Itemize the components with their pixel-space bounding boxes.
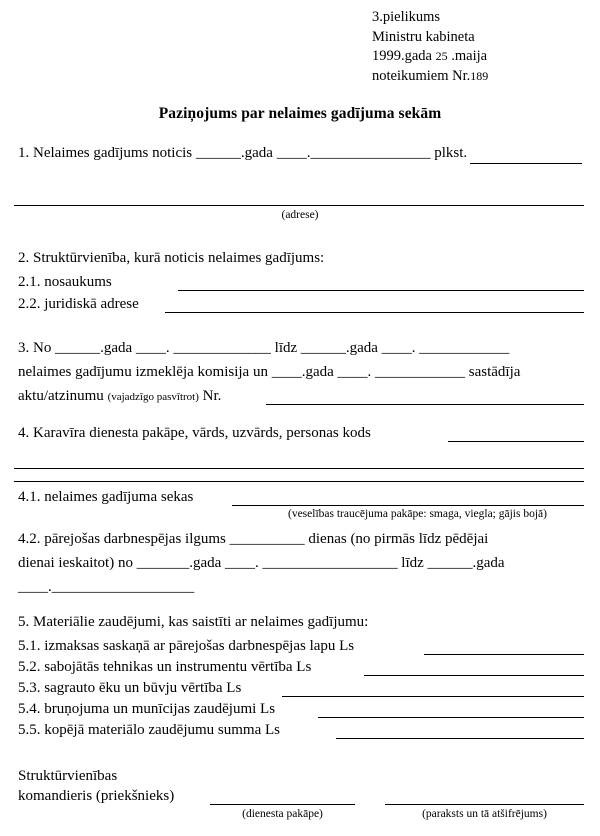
item-5-1-text: 5.1. izmaksas saskaņā ar pārejošas darbnespējas lapu Ls bbox=[18, 638, 355, 654]
item-2-1-text: 2.1. nosaukums bbox=[18, 274, 112, 290]
header-date-prefix: 1999.gada bbox=[372, 48, 432, 64]
item-2-1-blank bbox=[178, 290, 584, 291]
item-4-2-line-1: 4.2. pārejošas darbnespējas ilgums __________ dienas (no pirmās līdz pēdējai bbox=[18, 531, 489, 547]
item-5-5-text: 5.5. kopējā materiālo zaudējumu summa Ls bbox=[18, 722, 281, 738]
item-2-2-blank bbox=[165, 312, 584, 313]
item-1-time-blank bbox=[470, 163, 582, 164]
commander-unit-label: Struktūrvienības bbox=[18, 768, 118, 784]
signature-caption: (paraksts un tā atšifrējums) bbox=[422, 808, 547, 820]
item-2-text: 2. Struktūrvienība, kurā noticis nelaimes gadījums: bbox=[18, 250, 325, 266]
item-3-underline-note: (vajadzīgo pasvītrot) bbox=[107, 391, 199, 403]
header-date-suffix: .maija bbox=[451, 48, 488, 64]
item-3-line-3 bbox=[18, 386, 221, 407]
header-line-regulation bbox=[372, 67, 488, 87]
header-line-cabinet: Ministru kabineta bbox=[372, 28, 475, 45]
item-1-text: 1. Nelaimes gadījums noticis ______.gada ____.________________ plkst. bbox=[18, 145, 468, 161]
item-5-2-blank bbox=[364, 675, 584, 676]
item-2-2-text: 2.2. juridiskā adrese bbox=[18, 296, 139, 312]
item-3-number-label: Nr. bbox=[202, 388, 222, 404]
address-blank-line bbox=[14, 205, 584, 206]
commander-title-label: komandieris (priekšnieks) bbox=[18, 788, 175, 804]
item-4-2-line-3: ____.___________________ bbox=[18, 579, 195, 595]
item-3-number-blank bbox=[266, 404, 584, 405]
header-regulation-prefix: noteikumiem Nr. bbox=[372, 67, 471, 84]
item-5-2-text: 5.2. sabojātās tehnikas un instrumentu vērtība Ls bbox=[18, 659, 312, 675]
header-line-date bbox=[372, 47, 488, 67]
item-3-line-2: nelaimes gadījumu izmeklēja komisija un ____.gada ____. ____________ sastādīja bbox=[18, 364, 521, 380]
item-5-1-blank bbox=[424, 654, 584, 655]
item-3-act-label: aktu/atzinumu bbox=[18, 388, 104, 404]
signature-blank bbox=[385, 804, 584, 805]
item-5-4-blank bbox=[318, 717, 584, 718]
header-date-day: 25 bbox=[435, 49, 448, 63]
item-4-blank-1 bbox=[448, 441, 584, 442]
rank-caption: (dienesta pakāpe) bbox=[242, 808, 323, 820]
item-4-text: 4. Karavīra dienesta pakāpe, vārds, uzvārds, personas kods bbox=[18, 425, 371, 441]
document-header bbox=[372, 8, 488, 86]
item-5-5-blank bbox=[336, 738, 584, 739]
item-4-1-caption: (veselības traucējuma pakāpe: smaga, viegla; gājis bojā) bbox=[288, 508, 547, 520]
item-4-1-blank bbox=[232, 505, 584, 506]
item-4-blank-2 bbox=[14, 468, 584, 469]
item-5-3-text: 5.3. sagrauto ēku un būvju vērtība Ls bbox=[18, 680, 242, 696]
item-5-4-text: 5.4. bruņojuma un munīcijas zaudējumi Ls bbox=[18, 701, 276, 717]
item-5-3-blank bbox=[282, 696, 584, 697]
address-caption: (adrese) bbox=[281, 209, 319, 221]
item-4-1-text: 4.1. nelaimes gadījuma sekas bbox=[18, 489, 194, 505]
item-5-text: 5. Materiālie zaudējumi, kas saistīti ar nelaimes gadījumu: bbox=[18, 614, 369, 630]
item-4-blank-3 bbox=[14, 481, 584, 482]
page-title: Paziņojums par nelaimes gadījuma sekām bbox=[158, 105, 442, 122]
item-3-line-1: 3. No ______.gada ____. _____________ līdz ______.gada ____. ____________ bbox=[18, 340, 510, 356]
header-line-annex: 3.pielikums bbox=[372, 9, 441, 25]
header-regulation-number: 189 bbox=[470, 68, 489, 83]
rank-signature-blank bbox=[210, 804, 355, 805]
item-4-2-line-2: dienai ieskaitot) no _______.gada ____. __________________ līdz ______.gada bbox=[18, 555, 505, 571]
